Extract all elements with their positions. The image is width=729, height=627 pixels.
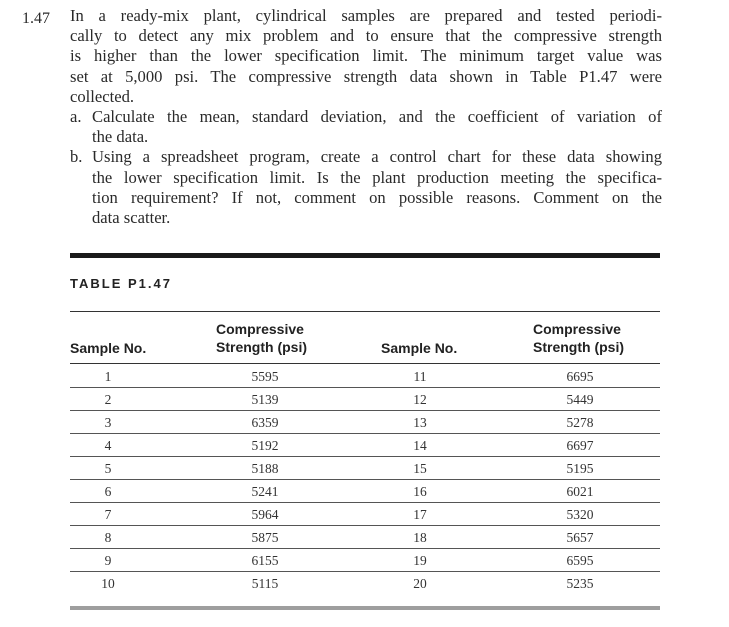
table-row [70, 434, 660, 457]
problem-statement [22, 6, 662, 228]
part-b [70, 147, 662, 228]
sample-no: 2 [104, 392, 112, 407]
strength-value: 6359 [251, 415, 279, 430]
table-row [70, 480, 660, 503]
sample-no: 15 [413, 461, 427, 476]
header-strength-1-line2: Strength (psi) [216, 339, 307, 355]
header-strength-2-line1: Compressive [533, 321, 621, 337]
strength-value: 5657 [566, 530, 594, 545]
strength-value: 6695 [566, 369, 594, 384]
part-b-mark: b. [70, 147, 83, 167]
problem-line: cally to detect any mix problem and to ensure that the compressive strength [70, 26, 662, 46]
strength-value: 5235 [566, 576, 594, 591]
sample-no: 4 [104, 438, 112, 453]
sample-no: 17 [413, 507, 427, 522]
sample-no: 9 [104, 553, 112, 568]
sample-no: 19 [413, 553, 427, 568]
header-strength-1-line1: Compressive [216, 321, 304, 337]
header-top-rule [70, 311, 660, 312]
table-row [70, 572, 660, 594]
strength-value: 5241 [251, 484, 279, 499]
table-row [70, 457, 660, 480]
strength-value: 6595 [566, 553, 594, 568]
part-line: the data. [92, 127, 149, 147]
strength-value: 5192 [251, 438, 279, 453]
sample-no: 12 [413, 392, 427, 407]
table-row [70, 549, 660, 572]
table-bottom-rule [70, 606, 660, 610]
problem-line: set at 5,000 psi. The compressive strength data shown in Table P1.47 were [70, 66, 662, 86]
table-row [70, 388, 660, 411]
strength-value: 5139 [251, 392, 279, 407]
strength-value: 5595 [251, 369, 279, 384]
strength-value: 5320 [566, 507, 594, 522]
part-line: the lower specification limit. Is the plant production meeting the specifica- [92, 167, 662, 187]
part-line: Using a spreadsheet program, create a control chart for these data showing [92, 147, 662, 167]
part-line: Calculate the mean, standard deviation, and the coefficient of variation of [92, 107, 662, 127]
strength-value: 5115 [251, 576, 279, 591]
sample-no: 7 [104, 507, 112, 522]
strength-value: 5875 [251, 530, 279, 545]
problem-line: is higher than the lower specification limit. The minimum target value was [70, 46, 662, 66]
part-line: data scatter. [92, 208, 171, 228]
sample-no: 20 [413, 576, 427, 591]
problem-text [70, 6, 662, 107]
sample-no: 1 [104, 369, 112, 384]
header-sample-no-1: Sample No. [70, 340, 147, 356]
sample-no: 14 [413, 438, 427, 453]
strength-value: 5449 [566, 392, 594, 407]
header-strength-2-line2: Strength (psi) [533, 339, 624, 355]
strength-value: 5188 [251, 461, 279, 476]
table-row [70, 526, 660, 549]
problem-line: collected. [70, 86, 135, 106]
problem-number: 1.47 [22, 10, 50, 27]
part-a [70, 107, 662, 147]
table-top-rule [70, 253, 660, 258]
header-sample-no-2: Sample No. [381, 340, 458, 356]
header-bottom-rule [70, 363, 660, 364]
strength-value: 6697 [566, 438, 594, 453]
strength-value: 5278 [566, 415, 594, 430]
part-a-mark: a. [70, 107, 82, 127]
sample-no: 5 [104, 461, 112, 476]
table-title: TABLE P1.47 [70, 276, 172, 291]
part-line: tion requirement? If not, comment on possible reasons. Comment on the [92, 187, 662, 207]
problem-line: In a ready-mix plant, cylindrical samples are prepared and tested periodi- [70, 6, 662, 25]
table-row [70, 365, 660, 388]
header-strength-1 [216, 320, 307, 356]
strength-value: 6021 [566, 484, 594, 499]
strength-value: 5964 [251, 507, 279, 522]
sample-no: 16 [413, 484, 427, 499]
strength-value: 5195 [566, 461, 594, 476]
table-row [70, 503, 660, 526]
header-strength-2 [533, 320, 624, 356]
sample-no: 6 [104, 484, 112, 499]
sample-no: 8 [104, 530, 112, 545]
sample-no: 13 [413, 415, 427, 430]
sample-no: 10 [101, 576, 115, 591]
sample-no: 18 [413, 530, 427, 545]
sample-no: 3 [104, 415, 112, 430]
sample-no: 11 [413, 369, 427, 384]
strength-value: 6155 [251, 553, 279, 568]
table-body [70, 365, 660, 594]
table-row [70, 411, 660, 434]
